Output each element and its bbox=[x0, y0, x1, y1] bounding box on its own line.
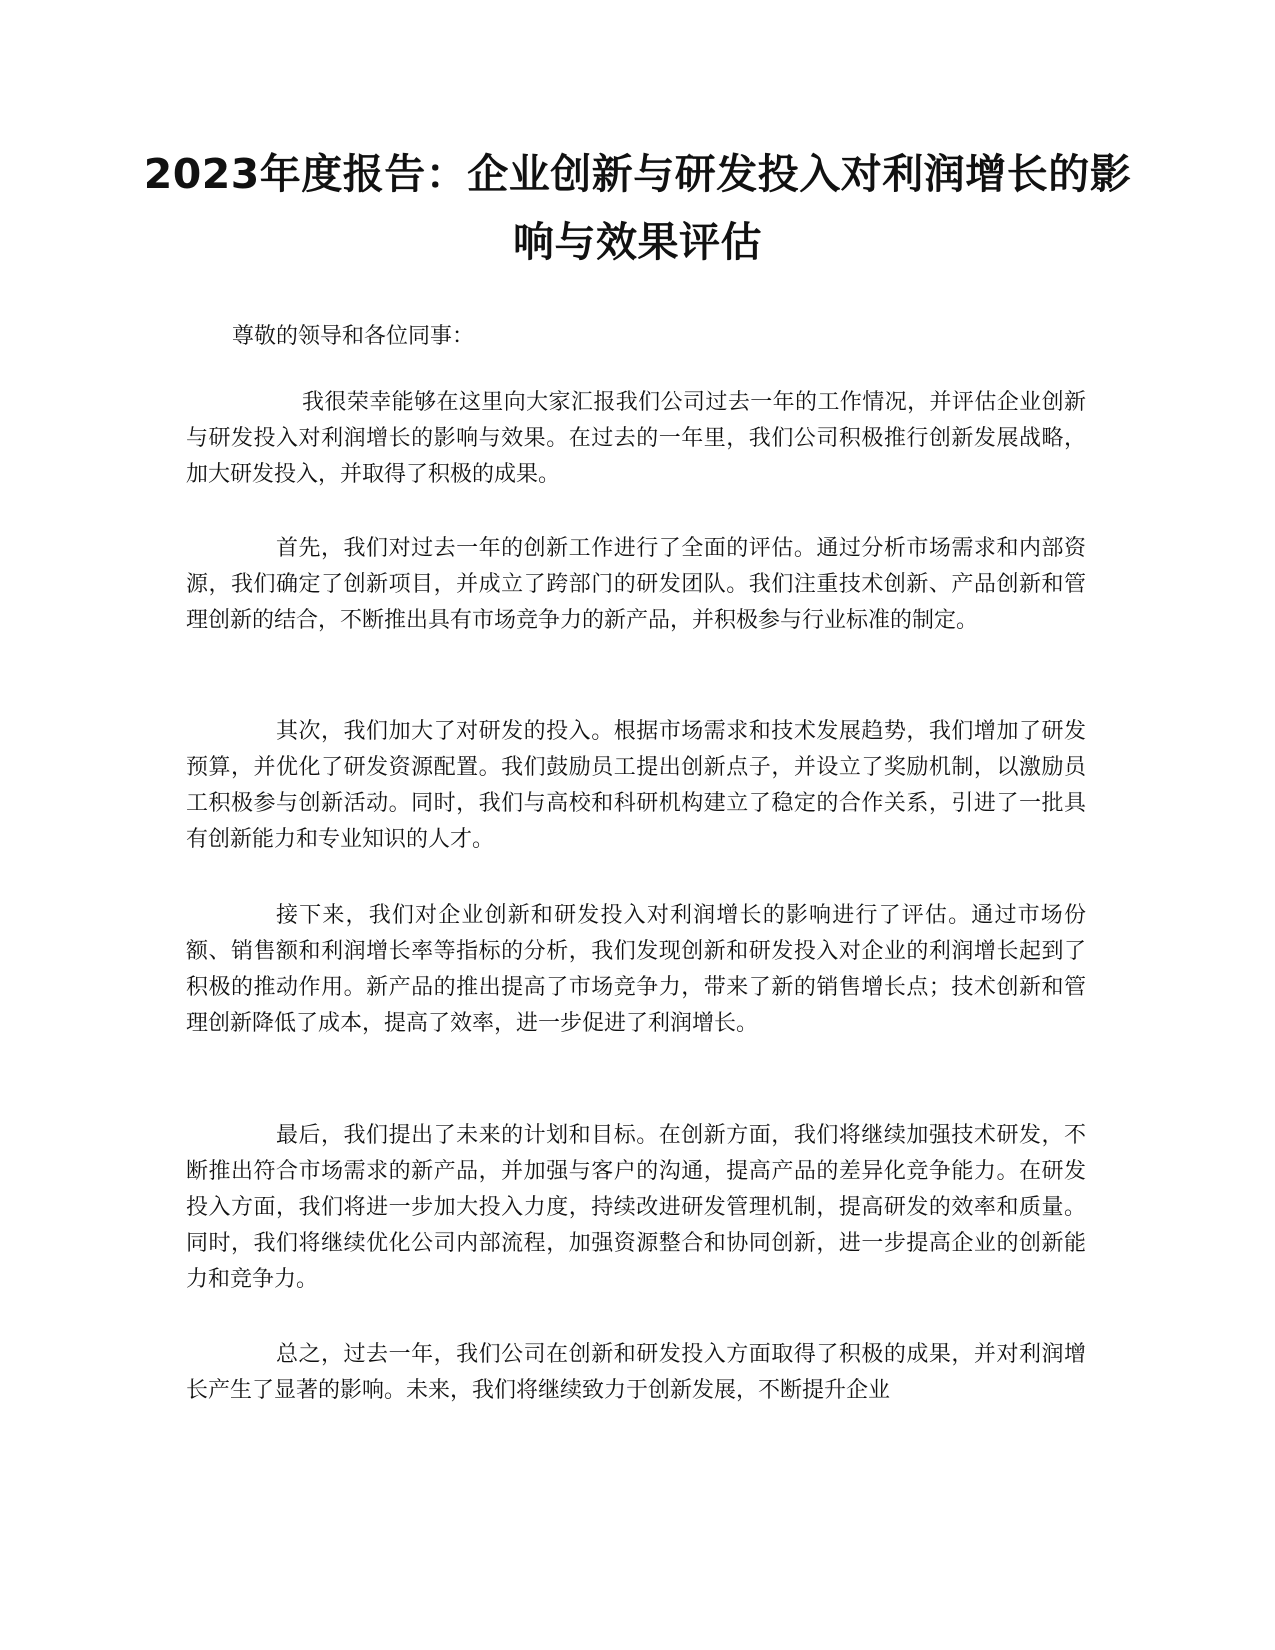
paragraph-3: 其次，我们加大了对研发的投入。根据市场需求和技术发展趋势，我们增加了研发预算，并优化了研发资源配置。我们鼓励员工提出创新点子，并设立了奖励机制，以激励员工积极参与创新活动。同时，我们与高校和科研机构建立了稳定的合作关系，引进了一批具有创新能力和专业知识的人才。 bbox=[186, 719, 1086, 852]
paragraph-5: 最后，我们提出了未来的计划和目标。在创新方面，我们将继续加强技术研发，不断推出符合市场需求的新产品，并加强与客户的沟通，提高产品的差异化竞争能力。在研发投入方面，我们将进一步加大投入力度，持续改进研发管理机制，提高研发的效率和质量。同时，我们将继续优化公司内部流程，加强资源整合和协同创新，进一步提高企业的创新能力和竞争力。 bbox=[186, 1123, 1086, 1292]
paragraph-1: 我很荣幸能够在这里向大家汇报我们公司过去一年的工作情况，并评估企业创新与研发投入对利润增长的影响与效果。在过去的一年里，我们公司积极推行创新发展战略，加大研发投入，并取得了积极的成果。 bbox=[186, 390, 1086, 487]
paragraph-4: 接下来，我们对企业创新和研发投入对利润增长的影响进行了评估。通过市场份额、销售额和利润增长率等指标的分析，我们发现创新和研发投入对企业的利润增长起到了积极的推动作用。新产品的推出提高了市场竞争力，带来了新的销售增长点；技术创新和管理创新降低了成本，提高了效率，进一步促进了利润增长。 bbox=[186, 903, 1086, 1036]
paragraph-2: 首先，我们对过去一年的创新工作进行了全面的评估。通过分析市场需求和内部资源，我们确定了创新项目，并成立了跨部门的研发团队。我们注重技术创新、产品创新和管理创新的结合，不断推出具有市场竞争力的新产品，并积极参与行业标准的制定。 bbox=[186, 536, 1086, 633]
paragraph-6: 总之，过去一年，我们公司在创新和研发投入方面取得了积极的成果，并对利润增长产生了显著的影响。未来，我们将继续致力于创新发展，不断提升企业 bbox=[186, 1342, 1086, 1403]
document-title: 2023年度报告：企业创新与研发投入对利润增长的影响与效果评估 bbox=[143, 150, 1132, 266]
salutation: 尊敬的领导和各位同事： bbox=[232, 324, 475, 349]
